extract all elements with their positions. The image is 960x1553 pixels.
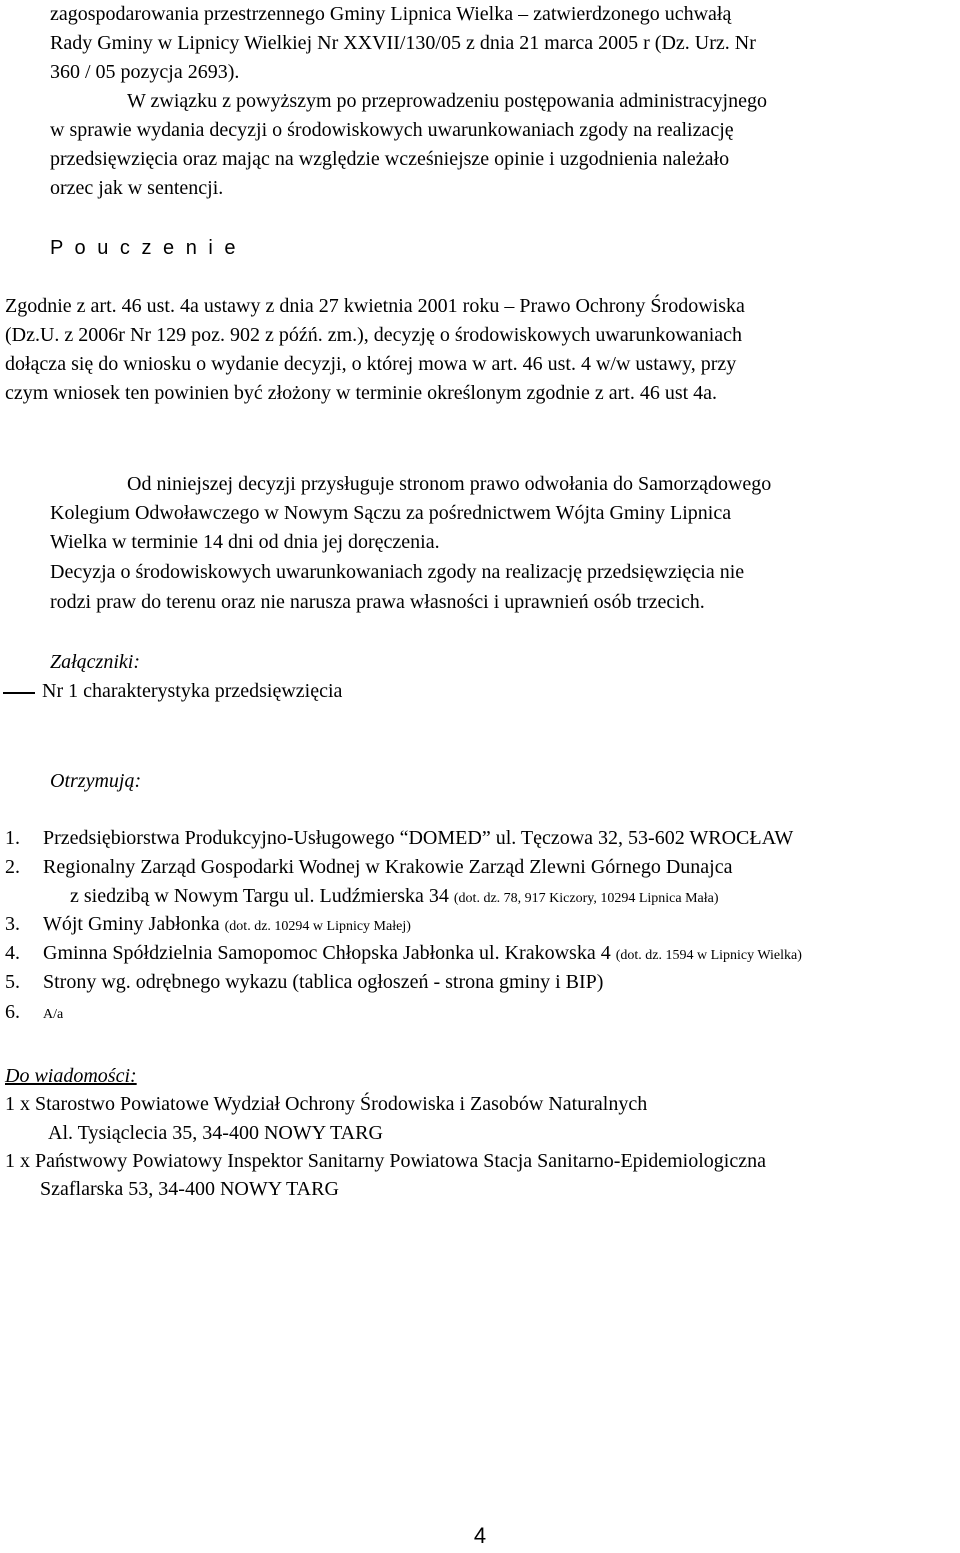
attachments-heading: Załączniki: (50, 651, 140, 673)
header-line-3: 360 / 05 pozycja 2693). (50, 61, 240, 83)
pouczenie-line-4: czym wniosek ten powinien być złożony w terminie określonym zgodnie z art. 46 ust 4a. (5, 382, 718, 404)
appeal-line-5: rodzi praw do terenu oraz nie narusza prawa własności i uprawnień osób trzecich. (50, 591, 705, 613)
pouczenie-line-1: Zgodnie z art. 46 ust. 4a ustawy z dnia 27 kwietnia 2001 roku – Prawo Ochrony Środowiska (5, 295, 745, 317)
recipient-item-3 (5, 912, 411, 939)
recipient-note: (dot. dz. 1594 w Lipnicy Wielka) (615, 948, 802, 963)
appeal-line-2: Kolegium Odwoławczego w Nowym Sączu za pośrednictwem Wójta Gminy Lipnica (50, 502, 732, 524)
recipient-text: Przedsiębiorstwa Produkcyjno-Usługowego “DOMED” ul. Tęczowa 32, 53-602 WROCŁAW (43, 827, 794, 849)
recipient-text: Strony wg. odrębnego wykazu (tablica ogłoszeń - strona gminy i BIP) (43, 971, 604, 993)
page-number: 4 (473, 1523, 487, 1548)
reason-line-3: przedsięwzięcia oraz mając na względzie wcześniejsze opinie i uzgodnienia należało (50, 148, 730, 170)
reason-line-2: w sprawie wydania decyzji o środowiskowych uwarunkowaniach zgody na realizację (50, 119, 734, 141)
cc-line-4: Szaflarska 53, 34-400 NOWY TARG (40, 1178, 339, 1200)
recipient-number: 4. (5, 942, 20, 964)
recipient-text: Regionalny Zarząd Gospodarki Wodnej w Krakowie Zarząd Zlewni Górnego Dunajca (43, 856, 733, 878)
header-line-1: zagospodarowania przestrzennego Gminy Lipnica Wielka – zatwierdzonego uchwałą (50, 3, 732, 25)
recipient-item-2 (5, 855, 732, 879)
cc-line-3: 1 x Państwowy Powiatowy Inspektor Sanitarny Powiatowa Stacja Sanitarno-Epidemiologiczna (5, 1150, 766, 1172)
recipient-item-1 (5, 826, 793, 850)
pouczenie-heading: P o u c z e n i e (50, 237, 239, 259)
reason-line-1: W związku z powyższym po przeprowadzeniu postępowania administracyjnego (127, 90, 767, 112)
recipient-text: Wójt Gminy Jabłonka (43, 913, 225, 935)
recipient-note: (dot. dz. 78, 917 Kiczory, 10294 Lipnica Mała) (453, 891, 719, 906)
cc-line-1: 1 x Starostwo Powiatowe Wydział Ochrony Środowiska i Zasobów Naturalnych (5, 1093, 648, 1115)
attachment-item-1: Nr 1 charakterystyka przedsięwzięcia (42, 680, 343, 702)
recipient-number: 5. (5, 971, 20, 993)
recipients-heading: Otrzymują: (50, 770, 142, 792)
cc-heading: Do wiadomości: (5, 1065, 137, 1087)
recipient-item-4 (5, 941, 802, 968)
recipient-number: 2. (5, 856, 20, 878)
recipient-item-5 (5, 970, 603, 994)
appeal-line-3: Wielka w terminie 14 dni od dnia jej doręczenia. (50, 531, 440, 553)
recipient-number: 6. (5, 1001, 20, 1023)
appeal-line-4: Decyzja o środowiskowych uwarunkowaniach zgody na realizację przedsięwzięcia nie (50, 561, 745, 583)
recipient-item-6 (5, 1000, 63, 1027)
recipient-text: z siedzibą w Nowym Targu ul. Ludźmierska 34 (70, 885, 454, 907)
appeal-line-1: Od niniejszej decyzji przysługuje stronom prawo odwołania do Samorządowego (127, 473, 772, 495)
recipient-number: 3. (5, 913, 20, 935)
pouczenie-line-2: (Dz.U. z 2006r Nr 129 poz. 902 z późń. zm.), decyzję o środowiskowych uwarunkowaniach (5, 324, 743, 346)
recipient-text: Gminna Spółdzielnia Samopomoc Chłopska Jabłonka ul. Krakowska 4 (43, 942, 616, 964)
recipient-item-2-continuation (70, 884, 719, 911)
recipient-number: 1. (5, 827, 20, 849)
pouczenie-line-3: dołącza się do wniosku o wydanie decyzji, o której mowa w art. 46 ust. 4 w/w ustawy, przy (5, 353, 737, 375)
reason-line-4: orzec jak w sentencji. (50, 177, 224, 199)
attachment-bullet-dash (3, 692, 35, 694)
recipient-note: A/a (43, 1007, 64, 1022)
cc-line-2: Al. Tysiąclecia 35, 34-400 NOWY TARG (48, 1122, 383, 1144)
header-line-2: Rady Gminy w Lipnicy Wielkiej Nr XXVII/130/05 z dnia 21 marca 2005 r (Dz. Urz. Nr (50, 32, 756, 54)
recipient-note: (dot. dz. 10294 w Lipnicy Małej) (224, 919, 411, 934)
